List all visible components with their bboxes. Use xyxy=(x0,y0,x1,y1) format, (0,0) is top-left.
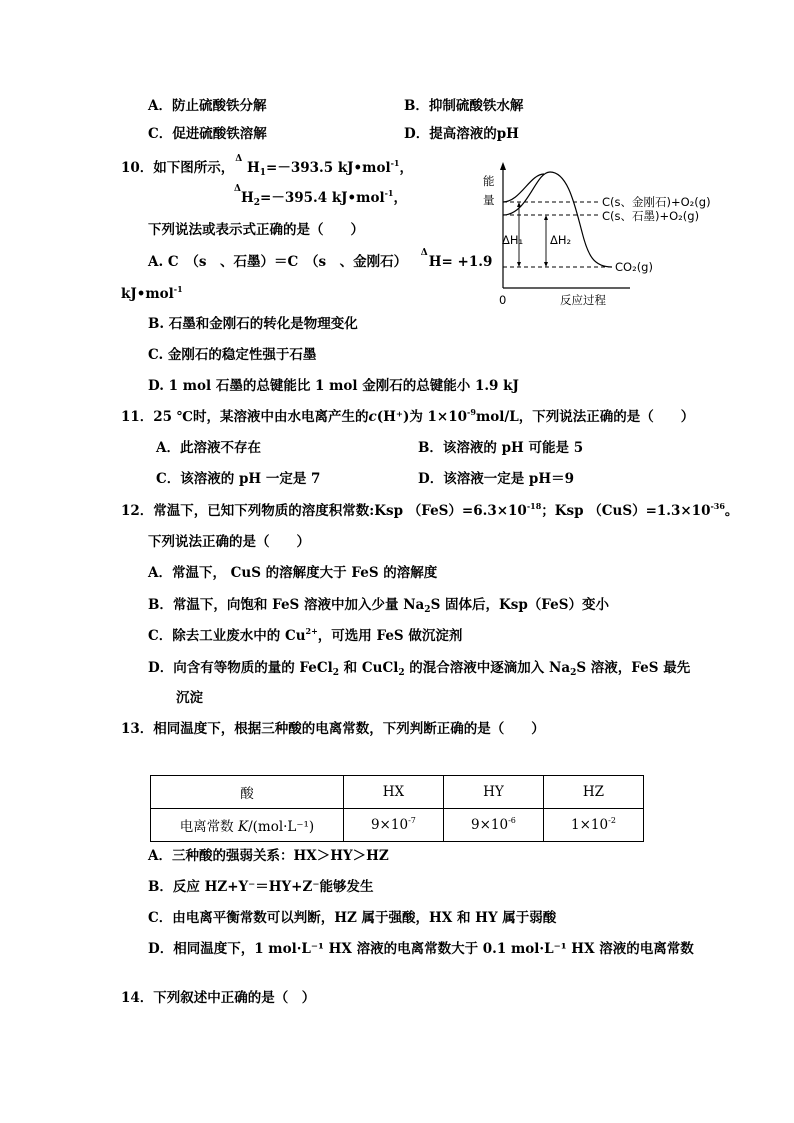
acid-table xyxy=(150,775,644,842)
table-row-label: 电离常数 K/(mol·L⁻¹) xyxy=(151,809,344,842)
q10-option-c: C. 金刚石的稳定性强于石墨 xyxy=(148,347,317,363)
origin-label: 0 xyxy=(499,293,507,307)
table-header-hx: HX xyxy=(343,776,443,809)
q12-stem: 12．常温下，已知下列物质的溶度积常数:Ksp $(FeS)=6.3\times 10^{-18}$；Ksp $(CuS)=1.3\times 10^{-36}$。 xyxy=(121,501,739,519)
table-header-hy: HY xyxy=(443,776,543,809)
q9-option-d: D．提高溶液的pH xyxy=(404,126,519,142)
y-axis-label-2: 量 xyxy=(483,193,495,207)
delta-symbol: Δ xyxy=(234,184,241,194)
q12-option-d-cont: 沉淀 xyxy=(176,690,203,706)
y-axis-arrow xyxy=(500,162,506,170)
q12-option-a: A．常温下， CuS 的溶解度大于 FeS 的溶解度 xyxy=(148,565,438,581)
q9-option-a: A．防止硫酸铁分解 xyxy=(148,98,267,114)
graphite-label: C(s、石墨)+O₂(g) xyxy=(602,209,700,223)
dh1-label: ΔH₁ xyxy=(502,233,524,247)
q12-option-d: D．向含有等物质的量的 FeCl$_2$ 和 CuCl$_2$ 的混合溶液中逐滴加入 $Na_2S$ 溶液，FeS 最先 xyxy=(148,660,691,678)
q13-option-b: B．反应 HZ+Y⁻＝HY+Z⁻能够发生 xyxy=(148,879,374,895)
q11-option-c: C．该溶液的 pH 一定是 7 xyxy=(156,471,321,487)
q10-option-a-unit: kJ•mol$^{-1}$ xyxy=(121,284,183,302)
q10-option-d: D. 1 mol 石墨的总键能比 1 mol 金刚石的总键能小 1.9 kJ xyxy=(148,378,519,394)
co2-label: CO₂(g) xyxy=(615,260,653,274)
table-cell-hx: $9\times 10^{-7}$ xyxy=(343,809,443,842)
table-row xyxy=(151,809,644,842)
delta-symbol: Δ xyxy=(420,248,428,258)
q10-dh2: Δ $H_2=-395.4$ kJ•mol$^{-1}$， xyxy=(233,190,407,206)
x-axis-label: 反应过程 xyxy=(560,293,606,307)
q13-stem: 13．相同温度下，根据三种酸的电离常数，下列判断正确的是（ ） xyxy=(121,721,545,737)
diamond-label: C(s、金刚石)+O₂(g) xyxy=(602,195,711,209)
q12-question: 下列说法正确的是（ ） xyxy=(148,534,310,550)
table-header-hz: HZ xyxy=(543,776,643,809)
q9-option-b: B．抑制硫酸铁水解 xyxy=(404,98,524,114)
q12-option-b: B．常温下，向饱和 FeS 溶液中加入少量 $Na_2S$ 固体后，Ksp（FeS）变小 xyxy=(148,597,609,615)
q12-option-c: C．除去工业废水中的 $Cu^{2+}$，可选用 FeS 做沉淀剂 xyxy=(148,626,463,644)
q14-stem: 14．下列叙述中正确的是（ ） xyxy=(121,990,316,1006)
y-axis-label-1: 能 xyxy=(483,174,495,188)
table-header-acid: 酸 xyxy=(151,776,344,809)
diamond-curve xyxy=(503,174,544,202)
table-cell-hz: $1\times 10^{-2}$ xyxy=(543,809,643,842)
q11-option-a: A．此溶液不存在 xyxy=(156,440,261,456)
energy-diagram xyxy=(480,158,742,310)
q11-stem: 11．25 ℃时，某溶液中由水电离产生的c(H⁺)为 $1\times 10^{-9}mol/L$，下列说法正确的是（ ） xyxy=(121,407,695,425)
q10-stem: 10．如下图所示， Δ $H_1=-393.5$ kJ•mol$^{-1}$， xyxy=(121,160,413,176)
q10-question: 下列说法或表示式正确的是（ ） xyxy=(148,222,364,238)
q11-option-d: D．该溶液一定是 pH＝9 xyxy=(418,471,574,487)
q13-option-c: C．由电离平衡常数可以判断，HZ 属于强酸，HX 和 HY 属于弱酸 xyxy=(148,910,557,926)
table-cell-hy: $9\times 10^{-6}$ xyxy=(443,809,543,842)
q10-option-a: A. C （s 、石墨）＝C （s 、金刚石） Δ H= +1.9 xyxy=(148,254,492,270)
q9-option-c: C．促进硫酸铁溶解 xyxy=(148,126,267,142)
q10-option-b: B. 石墨和金刚石的转化是物理变化 xyxy=(148,316,358,332)
dh2-label: ΔH₂ xyxy=(550,233,572,247)
table-header-row xyxy=(151,776,644,809)
delta-symbol: Δ xyxy=(235,154,243,164)
q13-option-d: D．相同温度下，1 mol·L⁻¹ HX 溶液的电离常数大于 0.1 mol·L⁻¹ HX 溶液的电离常数 xyxy=(148,941,694,957)
q11-option-b: B．该溶液的 pH 可能是 5 xyxy=(418,440,584,456)
q13-option-a: A．三种酸的强弱关系：HX＞HY＞HZ xyxy=(148,848,389,864)
